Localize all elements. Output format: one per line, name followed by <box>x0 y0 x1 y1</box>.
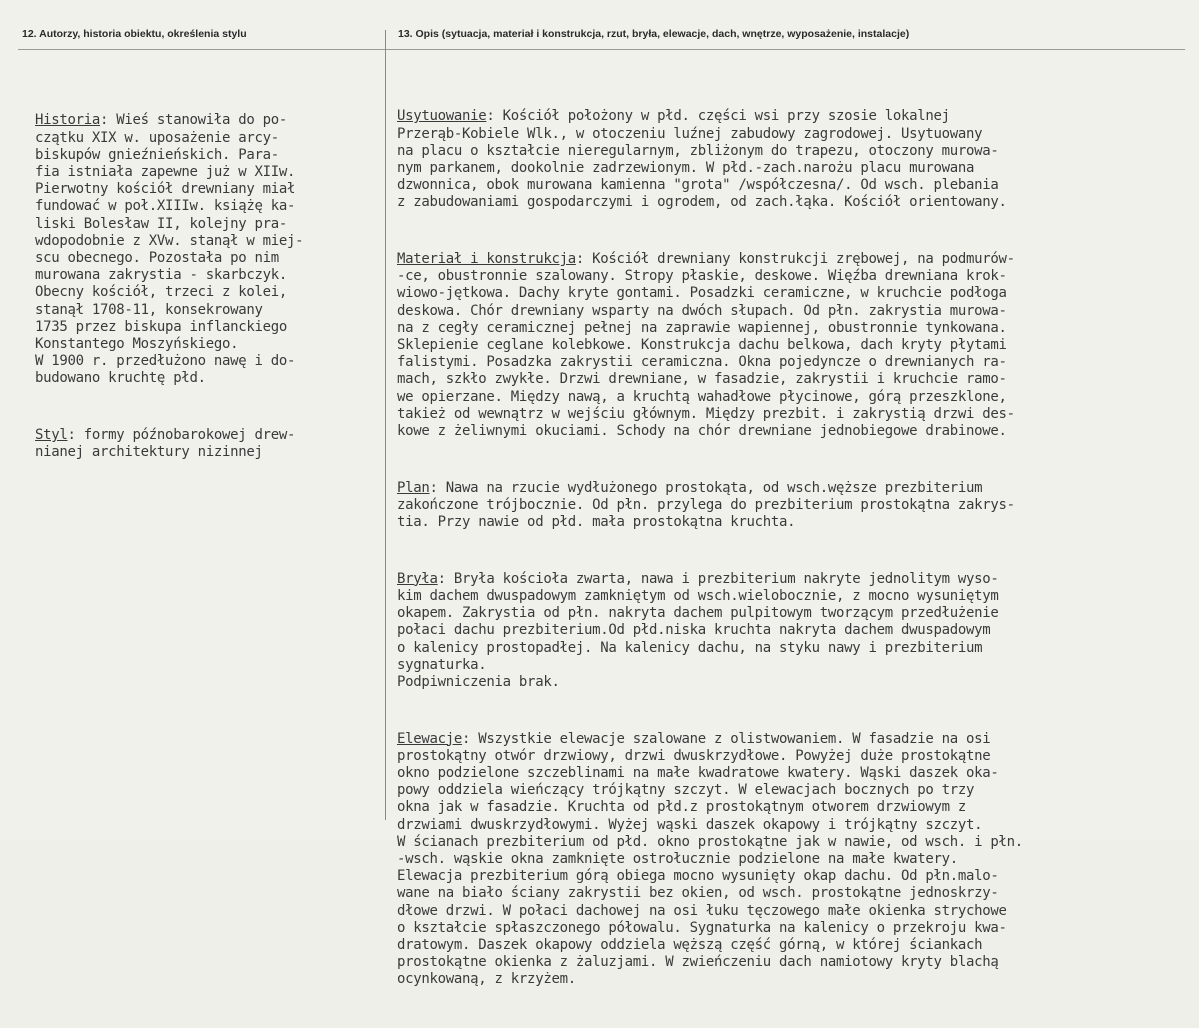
historia-label: Historia <box>35 112 101 129</box>
header-rule <box>18 49 1185 50</box>
styl-section <box>35 427 303 461</box>
elewacje-label: Elewacje <box>397 730 463 747</box>
bryla-text: : Bryła kościoła zwarta, nawa i prezbiterium nakryte jednolitym wyso- kim dachem dwuspadowym zamkniętym od wsch.wielobocznie, z mocno wysuniętym okapem. Zakrystia od płn. nakryta dachem pulpitowym tworzącym przedłużenie połaci dachu prezbiterium.Od płd.niska kruchta nakryta dachem dwuspadowym o kalenicy prostopadłej. Na kalenicy dachu, na styku nawy i prezbiterium sygnaturka. Podpiwniczenia brak. <box>397 570 999 690</box>
bryla-section <box>397 571 1023 691</box>
styl-label: Styl <box>35 427 68 444</box>
left-column <box>35 78 303 501</box>
historia-text: : Wieś stanowiła do po- czątku XIX w. uposażenie arcy- biskupów gnieźnieńskich. Para- fia istniała zapewne już w XIIw. Pierwotny kościół drewniany miał fundować w poł.XIIIw. książę ka- liski Bolesław II, kolejny pra- wdopodobnie z XVw. stanął w miej- scu obecnego. Pozostała po nim murowana zakrystia - skarbczyk. Obecny kościół, trzeci z kolei, stanął 1708-11, konsekrowany 1735 przez biskupa inflanckiego Konstantego Moszyńskiego. W 1900 r. przedłużono nawę i do- budowano kruchtę płd. <box>35 112 304 387</box>
material-section <box>397 251 1023 440</box>
left-column-header: 12. Autorzy, historia obiektu, określenia stylu <box>22 28 247 40</box>
right-column-header: 13. Opis (sytuacja, materiał i konstrukcja, rzut, bryła, elewacje, dach, wnętrze, wyposażenie, instalacje) <box>398 28 910 40</box>
styl-text: : formy późnobarokowej drew- nianej architektury nizinnej <box>35 427 296 461</box>
elewacje-section <box>397 731 1023 989</box>
plan-text: : Nawa na rzucie wydłużonego prostokąta, od wsch.węższe prezbiterium zakończone trójbocznie. Od płn. przylega do prezbiterium prostokątna zakrys- tia. Przy nawie od płd. mała prostokątna kruchta. <box>397 479 1015 531</box>
bryla-label: Bryła <box>397 570 438 587</box>
elewacje-text: : Wszystkie elewacje szalowane z olistwowaniem. W fasadzie na osi prostokątny otwór drzwiowy, drzwi dwuskrzydłowe. Powyżej duże prostokątne okno podzielone szczeblinami na małe kwadratowe kwatery. Wąski daszek oka- powy oddziela wieńczący trójkątny szczyt. W elewacjach bocznych po trzy okna jak w fasadzie. Kruchta od płd.z prostokątnym otworem drzwiowym z drzwiami dwuskrzydłowymi. Wyżej wąski daszek okapowy i trójkątny szczyt. W ścianach prezbiterium od płd. okno prostokątne jak w nawie, od wsch. i płn. -wsch. wąskie okna zamknięte ostrołucznie podzielone na małe kwatery. Elewacja prezbiterium górą obiega mocno wysunięty okap dachu. Od płn.malo- wane na biało ściany zakrystii bez okien, od wsch. prostokątne jednoskrzy- dłowe drzwi. W połaci dachowej na osi łuku tęczowego małe okienka strychowe o kształcie spłaszczonego półowalu. Sygnaturka na kalenicy o przekroju kwa- dratowym. Daszek okapowy oddziela węższą część górną, w której ściankach prostokątne okienka z żaluzjami. W zwieńczeniu dach namiotowy kryty blachą ocynkowaną, z krzyżem. <box>397 730 1023 988</box>
usytuowanie-text: : Kościół położony w płd. części wsi przy szosie lokalnej Przerąb-Kobiele Wlk., w otoczeniu luźnej zabudowy zagrodowej. Usytuowany na placu o kształcie nieregularnym, zbliżonym do trapezu, otoczony murowa- nym parkanem, dookolnie zadrzewionym. W płd.-zach.narożu placu murowana dzwonnica, obok murowana kamienna "grota" /współczesna/. Od wsch. plebania z zabudowaniami gospodarczymi i ogrodem, od zach.łąka. Kościół orientowany. <box>397 108 1007 211</box>
column-divider <box>385 30 386 820</box>
material-text: : Kościół drewniany konstrukcji zrębowej, na podmurów- -ce, obustronnie szalowany. Stropy płaskie, deskowe. Więźba drewniana krok- wiowo-jętkowa. Dachy kryte gontami. Posadzki ceramiczne, w kruchcie podłoga deskowa. Chór drewniany wsparty na dwóch słupach. Od płn. zakrystia murowa- na z cegły ceramicznej pełnej na zaprawie wapiennej, obustronnie tynkowana. Sklepienie ceglane kolebkowe. Konstrukcja dachu belkowa, dach kryty płytami falistymi. Posadzka zakrystii ceramiczna. Okna pojedyncze o drewnianych ra- mach, szkło zwykłe. Drzwi drewniane, w fasadzie, zakrystii i kruchcie ramo- we opierzane. Między nawą, a kruchtą wahadłowe płycinowe, górą przeszklone, takież od wewnątrz w wejściu głównym. Między prezbit. i zakrystią drzwi des- kowe z żeliwnymi okuciami. Schody na chór drewniane jednobiegowe drabinowe. <box>397 251 1015 440</box>
usytuowanie-section <box>397 108 1023 211</box>
plan-label: Plan <box>397 479 430 496</box>
usytuowanie-label: Usytuowanie <box>397 108 487 125</box>
material-label: Materiał i konstrukcja <box>397 251 576 268</box>
right-column <box>397 74 1023 1028</box>
plan-section <box>397 480 1023 532</box>
historia-section <box>35 112 303 387</box>
